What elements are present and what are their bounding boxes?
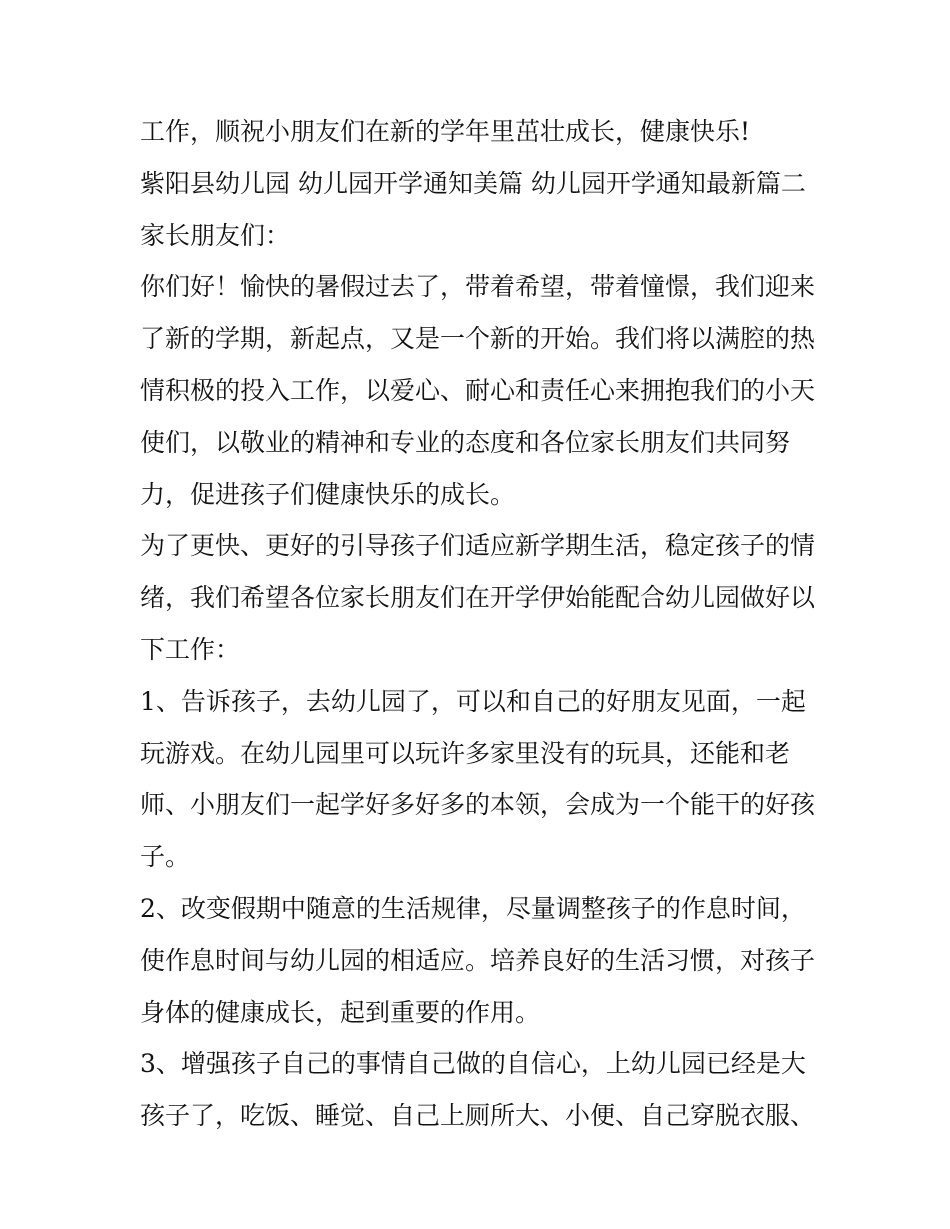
text-line-5: 了新的学期，新起点，又是一个新的开始。我们将以满腔的热	[140, 324, 816, 354]
text-line-19: 3、增强孩子自己的事情自己做的自信心，上幼儿园已经是大	[140, 1049, 806, 1079]
text-line-16: 2、改变假期中随意的生活规律，尽量调整孩子的作息时间，	[140, 893, 806, 923]
document-body	[140, 106, 820, 1142]
text-line-13: 玩游戏。在幼儿园里可以玩许多家里没有的玩具，还能和老	[140, 738, 791, 768]
text-line-18: 身体的健康成长，起到重要的作用。	[140, 997, 541, 1027]
text-line-10: 绪，我们希望各位家长朋友们在开学伊始能配合幼儿园做好以	[140, 583, 816, 613]
text-line-7: 使们，以敬业的精神和专业的态度和各位家长朋友们共同努	[140, 427, 791, 457]
text-line-1: 工作，顺祝小朋友们在新的学年里茁壮成长，健康快乐!	[140, 117, 751, 146]
text-line-11: 下工作：	[140, 634, 241, 664]
text-line-20: 孩子了，吃饭、睡觉、自己上厕所大、小便、自己穿脱衣服、	[140, 1101, 816, 1131]
text-line-9: 为了更快、更好的引导孩子们适应新学期生活，稳定孩子的情	[140, 531, 816, 561]
text-line-4: 你们好！愉快的暑假过去了，带着希望，带着憧憬，我们迎来	[140, 272, 816, 302]
text-line-12: 1、告诉孩子，去幼儿园了，可以和自己的好朋友见面，一起	[140, 686, 806, 716]
text-line-8: 力，促进孩子们健康快乐的成长。	[140, 479, 516, 509]
text-line-14: 师、小朋友们一起学好多好多的本领，会成为一个能干的好孩	[140, 790, 816, 820]
text-line-3: 家长朋友们：	[140, 220, 291, 250]
text-line-17: 使作息时间与幼儿园的相适应。培养良好的生活习惯，对孩子	[140, 945, 816, 975]
text-line-2: 紫阳县幼儿园 幼儿园开学通知美篇 幼儿园开学通知最新篇二	[140, 168, 806, 198]
text-line-6: 情积极的投入工作，以爱心、耐心和责任心来拥抱我们的小天	[140, 375, 816, 405]
text-line-15: 子。	[140, 842, 191, 872]
